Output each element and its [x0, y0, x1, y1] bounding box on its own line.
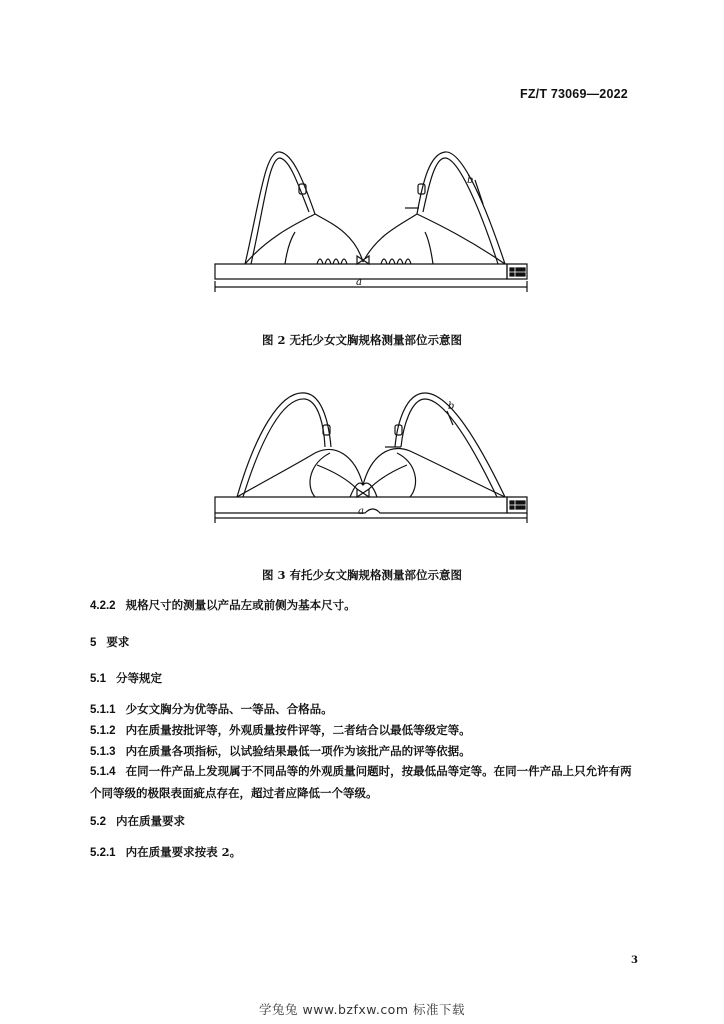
clause-number: 4.2.2: [90, 600, 116, 612]
clause-number: 5.1.2: [90, 725, 116, 737]
dimension-a-label: a: [358, 506, 364, 517]
clause-5-1-4: [90, 761, 638, 804]
clause-text: 内在质量要求按表 2。: [125, 845, 242, 859]
clause-number: 5.2: [90, 816, 106, 828]
figure-3-diagram: [205, 385, 541, 525]
clause-number: 5.1.4: [90, 766, 116, 778]
site-footer: 学兔兔 www.bzfxw.com 标准下载: [259, 1002, 465, 1017]
clause-text: 内在质量按批评等，外观质量按件评等，二者结合以最低等级定等。: [125, 723, 471, 737]
clause-text: 内在质量各项指标，以试验结果最低一项作为该批产品的评等依据。: [125, 744, 471, 758]
left-cup-edge: [237, 450, 363, 497]
clause-text: 内在质量要求: [116, 814, 185, 828]
center-bow: [357, 256, 369, 264]
standard-code: FZ/T 73069—2022: [520, 87, 628, 101]
left-cup-edge: [245, 214, 363, 264]
figure-3-caption: 图 3 有托少女文胸规格测量部位示意图: [261, 568, 462, 582]
hook-closure: [507, 497, 527, 513]
clause-text: 少女文胸分为优等品、一等品、合格品。: [125, 702, 333, 716]
figure-2-caption: 图 2 无托少女文胸规格测量部位示意图: [261, 333, 462, 347]
clause-5-1-2: [90, 722, 471, 738]
right-cup-edge: [363, 214, 505, 264]
clause-text: 要求: [106, 635, 130, 649]
clause-text: 规格尺寸的测量以产品左或前侧为基本尺寸。: [125, 598, 356, 612]
clause-text: 在同一件产品上发现属于不同品等的外观质量问题时，按最低品等定等。在同一件产品上只允许有两个同等级的极限表面疵点存在，超过者应降低一个等级。: [90, 764, 632, 800]
left-strap: [245, 152, 315, 264]
dimension-b-label: b: [448, 401, 455, 412]
clause-5-2-1: [90, 844, 241, 860]
clause-text: 分等规定: [116, 671, 162, 685]
clause-number: 5.1: [90, 673, 106, 685]
clause-4-2-2: [90, 597, 356, 613]
figure-2-diagram: [205, 140, 541, 292]
clause-number: 5.1.1: [90, 704, 116, 716]
clause-number: 5.1.3: [90, 746, 116, 758]
section-5-heading: [90, 634, 129, 650]
clause-number: 5.2.1: [90, 847, 116, 859]
clause-number: 5: [90, 637, 97, 649]
page-number: 3: [631, 955, 638, 966]
clause-5-1-1: [90, 701, 333, 717]
center-bow: [357, 489, 369, 497]
dimension-b-label: b: [467, 175, 474, 186]
clause-5-1-3: [90, 743, 471, 759]
dimension-a-label: a: [356, 277, 362, 288]
section-5-1-heading: [90, 670, 162, 686]
section-5-2-heading: [90, 813, 185, 829]
